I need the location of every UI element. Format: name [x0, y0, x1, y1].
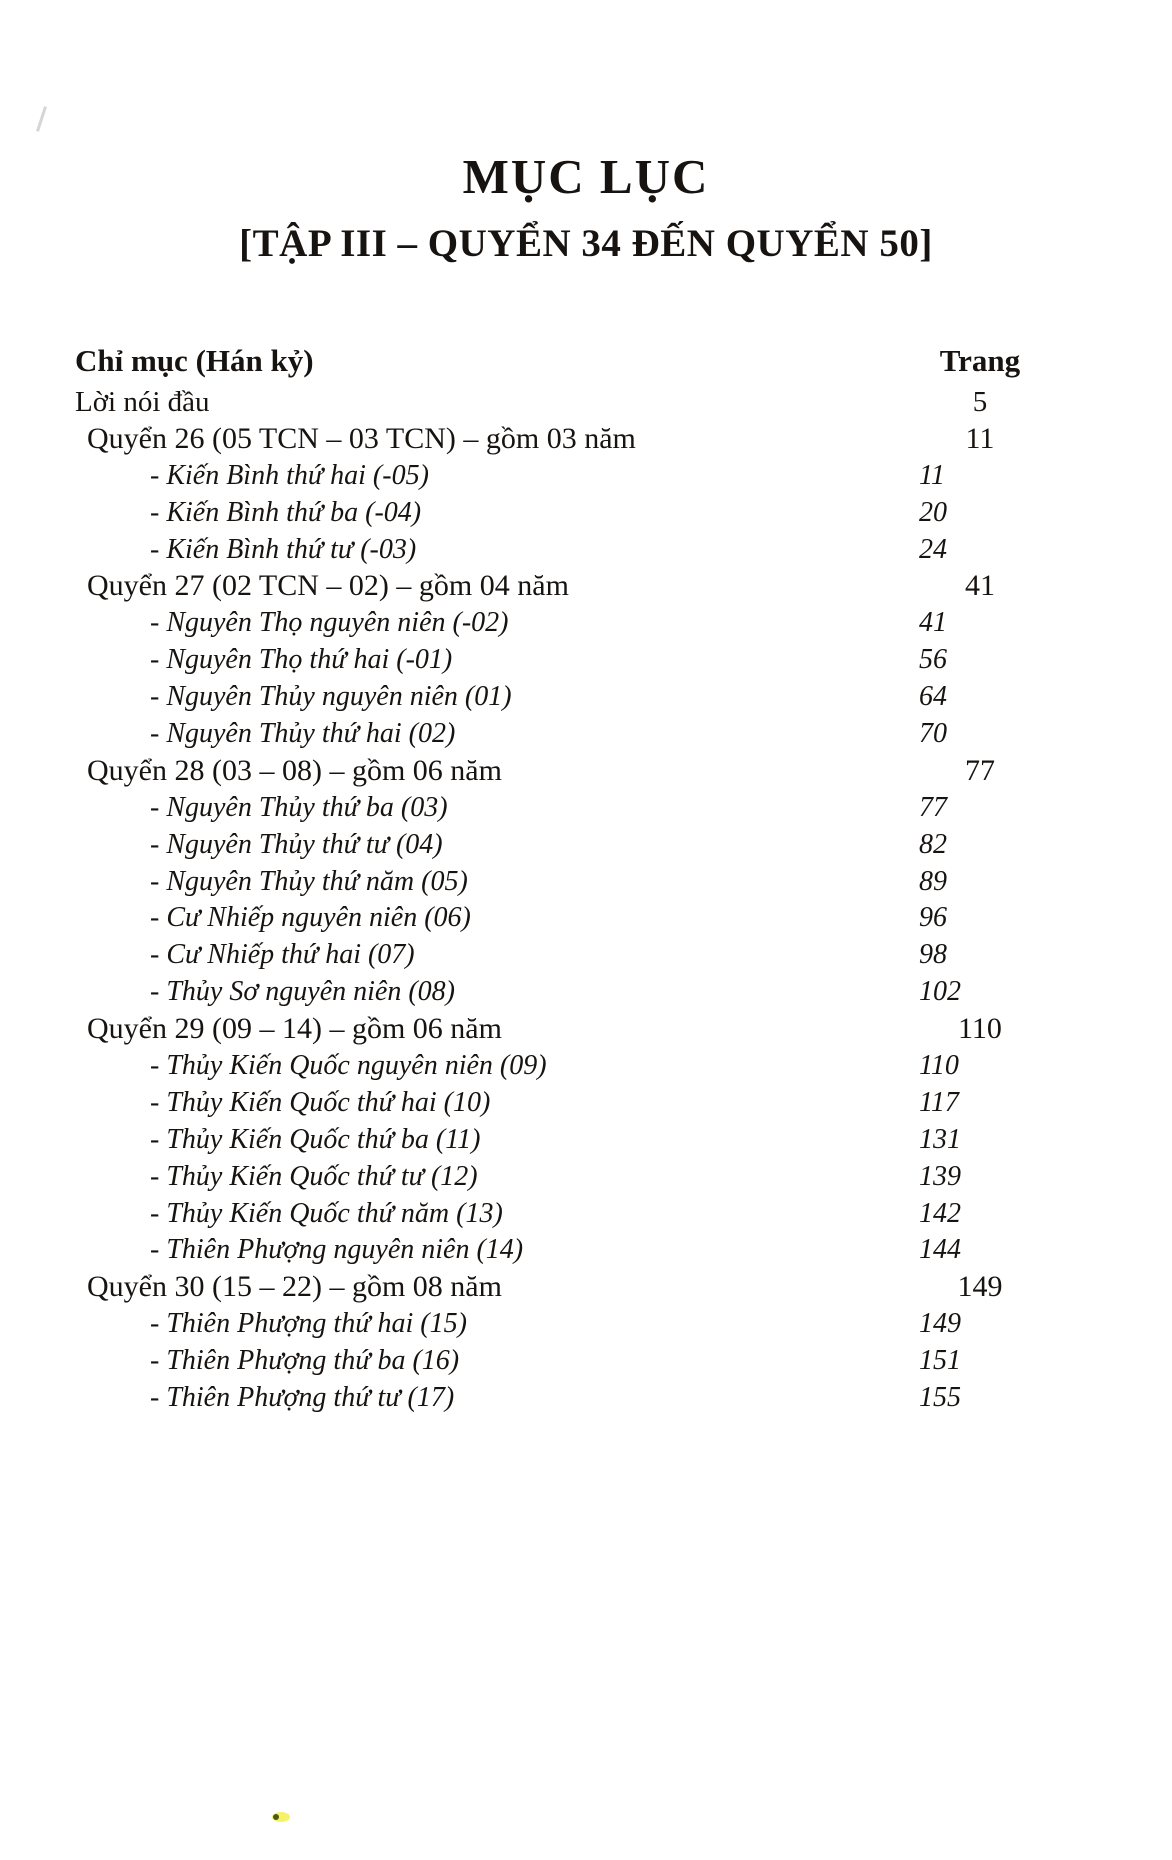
toc-entry-title: - Nguyên Thọ thứ hai (-01)	[150, 644, 453, 676]
toc-entry-title: - Nguyên Thủy thứ hai (02)	[150, 718, 456, 750]
toc-entry-page: 110	[958, 1012, 1002, 1046]
toc-row	[75, 1159, 1065, 1196]
toc-entry-title: Quyển 27 (02 TCN – 02) – gồm 04 năm	[87, 569, 569, 603]
toc-entry-page: 11	[919, 459, 945, 491]
toc-rows	[75, 384, 1065, 1417]
toc-entry-page: 139	[919, 1160, 961, 1192]
highlight-speck	[272, 1812, 290, 1822]
toc-entry-page: 155	[919, 1382, 961, 1414]
toc-header-row	[75, 338, 1065, 384]
toc-row	[75, 1232, 1065, 1269]
toc-entry-title: Quyển 29 (09 – 14) – gồm 06 năm	[87, 1012, 502, 1046]
toc-row	[75, 1269, 1065, 1306]
toc-row	[75, 716, 1065, 753]
toc-row	[75, 864, 1065, 901]
toc-row	[75, 642, 1065, 679]
toc-entry-page: 56	[919, 644, 947, 676]
toc-entry-page: 131	[919, 1123, 961, 1155]
toc-entry-title: - Kiến Bình thứ tư (-03)	[150, 533, 417, 565]
toc-entry-title: Quyển 26 (05 TCN – 03 TCN) – gồm 03 năm	[87, 421, 636, 455]
toc-entry-page: 142	[919, 1197, 961, 1229]
toc-entry-title: - Thủy Kiến Quốc thứ tư (12)	[150, 1160, 478, 1192]
toc-row	[75, 568, 1065, 605]
toc-entry-page: 20	[919, 496, 947, 528]
toc-row	[75, 900, 1065, 937]
speck-dot	[273, 1814, 279, 1820]
toc-row	[75, 1122, 1065, 1159]
toc-row	[75, 1343, 1065, 1380]
page-title: MỤC LỤC	[462, 149, 710, 204]
toc-entry-page: 149	[919, 1308, 961, 1340]
toc-row	[75, 974, 1065, 1011]
toc-entry-title: - Thủy Kiến Quốc nguyên niên (09)	[150, 1050, 547, 1082]
toc-entry-page: 117	[919, 1086, 959, 1118]
toc-entry-title: Lời nói đầu	[75, 386, 210, 418]
toc-entry-title: - Nguyên Thọ nguyên niên (-02)	[150, 607, 509, 639]
toc-row	[75, 605, 1065, 642]
toc-entry-title: - Thiên Phượng thứ tư (17)	[150, 1382, 455, 1414]
toc-entry-title: - Kiến Bình thứ hai (-05)	[150, 459, 429, 491]
toc-entry-title: Quyển 28 (03 – 08) – gồm 06 năm	[87, 753, 502, 787]
toc-row	[75, 421, 1065, 458]
toc-entry-page: 144	[919, 1234, 961, 1266]
scan-artifact-mark	[36, 106, 47, 132]
toc-row	[75, 827, 1065, 864]
toc-row	[75, 1011, 1065, 1048]
toc-entry-title: Quyển 30 (15 – 22) – gồm 08 năm	[87, 1270, 502, 1304]
toc-entry-page: 77	[965, 753, 995, 787]
toc-row	[75, 790, 1065, 827]
toc-entry-title: - Thủy Kiến Quốc thứ ba (11)	[150, 1123, 481, 1155]
toc-entry-page: 70	[919, 718, 947, 750]
toc-entry-page: 41	[919, 607, 947, 639]
toc-entry-page: 149	[957, 1270, 1003, 1304]
toc-entry-title: - Nguyên Thủy thứ tư (04)	[150, 828, 443, 860]
toc-entry-page: 77	[919, 791, 947, 823]
toc-entry-title: - Thủy Sơ nguyên niên (08)	[150, 976, 455, 1008]
page-subtitle: [TẬP III – QUYỂN 34 ĐẾN QUYỂN 50]	[239, 222, 933, 265]
toc-row	[75, 1196, 1065, 1233]
toc-entry-title: - Cư Nhiếp nguyên niên (06)	[150, 902, 471, 934]
toc-entry-title: - Thủy Kiến Quốc thứ hai (10)	[150, 1086, 491, 1118]
toc-entry-title: - Cư Nhiếp thứ hai (07)	[150, 939, 415, 971]
toc-entry-page: 24	[919, 533, 947, 565]
toc-row	[75, 495, 1065, 532]
toc-entry-page: 110	[919, 1050, 959, 1082]
page-column-header: Trang	[939, 343, 1021, 378]
toc-entry-title: - Kiến Bình thứ ba (-04)	[150, 496, 422, 528]
toc-entry-title: - Thủy Kiến Quốc thứ năm (13)	[150, 1197, 503, 1229]
toc-row	[75, 937, 1065, 974]
toc-row	[75, 679, 1065, 716]
toc-entry-page: 5	[972, 386, 988, 418]
toc-entry-title: - Thiên Phượng nguyên niên (14)	[150, 1234, 524, 1266]
toc-entry-page: 96	[919, 902, 947, 934]
toc-entry-title: - Thiên Phượng thứ hai (15)	[150, 1308, 467, 1340]
toc-row	[75, 1306, 1065, 1343]
toc-entry-page: 102	[919, 976, 961, 1008]
toc-entry-title: - Thiên Phượng thứ ba (16)	[150, 1345, 460, 1377]
toc-entry-page: 98	[919, 939, 947, 971]
toc-row	[75, 753, 1065, 790]
index-column-header: Chỉ mục (Hán kỷ)	[75, 343, 314, 378]
toc-entry-page: 64	[919, 681, 947, 713]
toc-row	[75, 458, 1065, 495]
toc-entry-page: 11	[965, 421, 995, 455]
toc-row	[75, 1380, 1065, 1417]
toc-entry-page: 41	[965, 569, 995, 603]
toc-entry-page: 82	[919, 828, 947, 860]
toc-entry-title: - Nguyên Thủy thứ ba (03)	[150, 791, 448, 823]
toc-entry-page: 89	[919, 865, 947, 897]
table-of-contents	[75, 338, 1065, 1417]
toc-entry-title: - Nguyên Thủy nguyên niên (01)	[150, 681, 512, 713]
toc-row	[75, 1085, 1065, 1122]
toc-row	[75, 1048, 1065, 1085]
toc-row	[75, 532, 1065, 569]
toc-row	[75, 384, 1065, 421]
toc-entry-title: - Nguyên Thủy thứ năm (05)	[150, 865, 468, 897]
toc-entry-page: 151	[919, 1345, 961, 1377]
